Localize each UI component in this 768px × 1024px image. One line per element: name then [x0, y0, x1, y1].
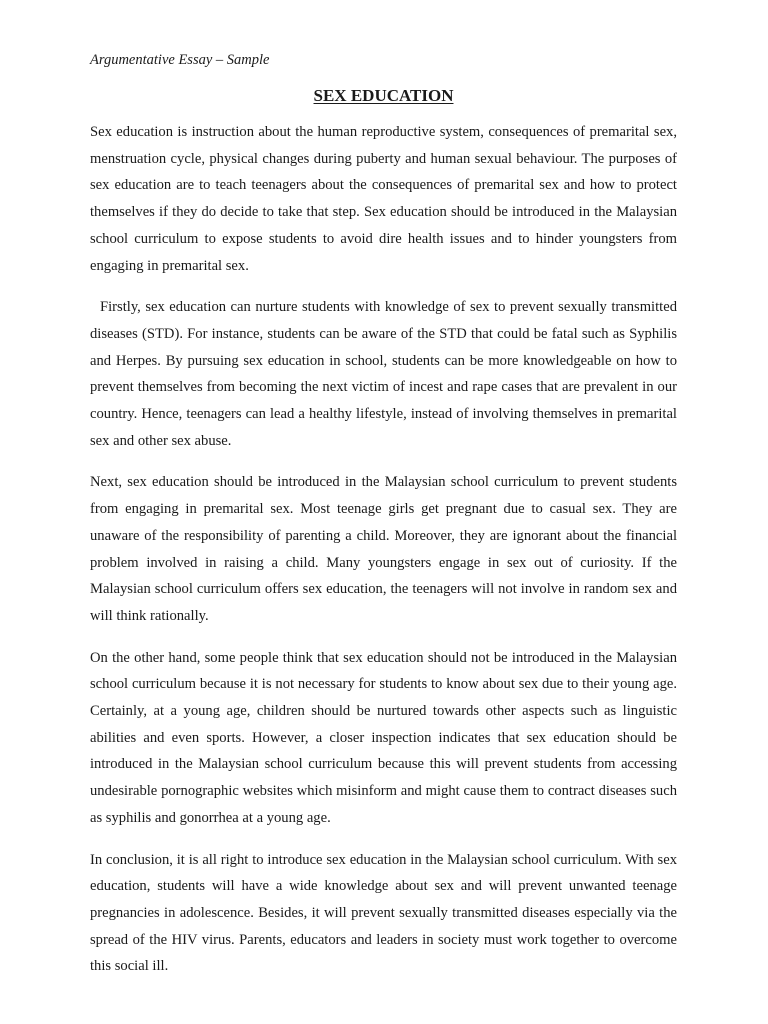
paragraph-firstly: Firstly, sex education can nurture students with knowledge of sex to prevent sexually transmitted diseases (STD). For instance, students can be aware of the STD that could be fatal such as Syphilis and Herpes. By pursuing sex education in school, students can be more knowledgeable on how to prevent themselves from becoming the next victim of incest and rape cases that are prevalent in our country. Hence, teenagers can lead a healthy lifestyle, instead of involving themselves in premarital sex and other sex abuse. [90, 299, 677, 449]
paragraph-counterargument: On the other hand, some people think that sex education should not be introduced in the Malaysian school curriculum because it is not necessary for students to know about sex due to their young age. Certainly, at a young age, children should be nurtured towards other aspects such as linguistic abilities and even sports. However, a closer inspection indicates that sex education should be introduced in the Malaysian school curriculum because this will prevent students from accessing undesirable pornographic websites which misinform and might cause them to contract diseases such as syphilis and gonorrhea at a young age. [90, 649, 677, 826]
paragraph-next: Next, sex education should be introduced in the Malaysian school curriculum to prevent students from engaging in premarital sex. Most teenage girls get pregnant due to casual sex. They are unaware of the responsibility of parenting a child. Moreover, they are ignorant about the financial problem involved in raising a child. Many youngsters engage in sex out of curiosity. If the Malaysian school curriculum offers sex education, the teenagers will not involve in random sex and will think rationally. [90, 474, 677, 624]
paragraph-introduction: Sex education is instruction about the human reproductive system, consequences of premarital sex, menstruation cycle, physical changes during puberty and human sexual behaviour. The purposes of sex education are to teach teenagers about the consequences of premarital sex and how to protect themselves if they do decide to take that step. Sex education should be introduced in the Malaysian school curriculum to expose students to avoid dire health issues and to hinder youngsters from engaging in premarital sex. [90, 124, 677, 274]
document-body [90, 119, 677, 995]
paragraph-conclusion: In conclusion, it is all right to introduce sex education in the Malaysian school curriculum. With sex education, students will have a wide knowledge about sex and will prevent unwanted teenage pregnancies in adolescence. Besides, it will prevent sexually transmitted diseases especially via the spread of the HIV virus. Parents, educators and leaders in society must work together to overcome this social ill. [90, 851, 677, 975]
document-title: SEX EDUCATION [313, 86, 454, 105]
document-subtitle: Argumentative Essay – Sample [90, 52, 270, 68]
